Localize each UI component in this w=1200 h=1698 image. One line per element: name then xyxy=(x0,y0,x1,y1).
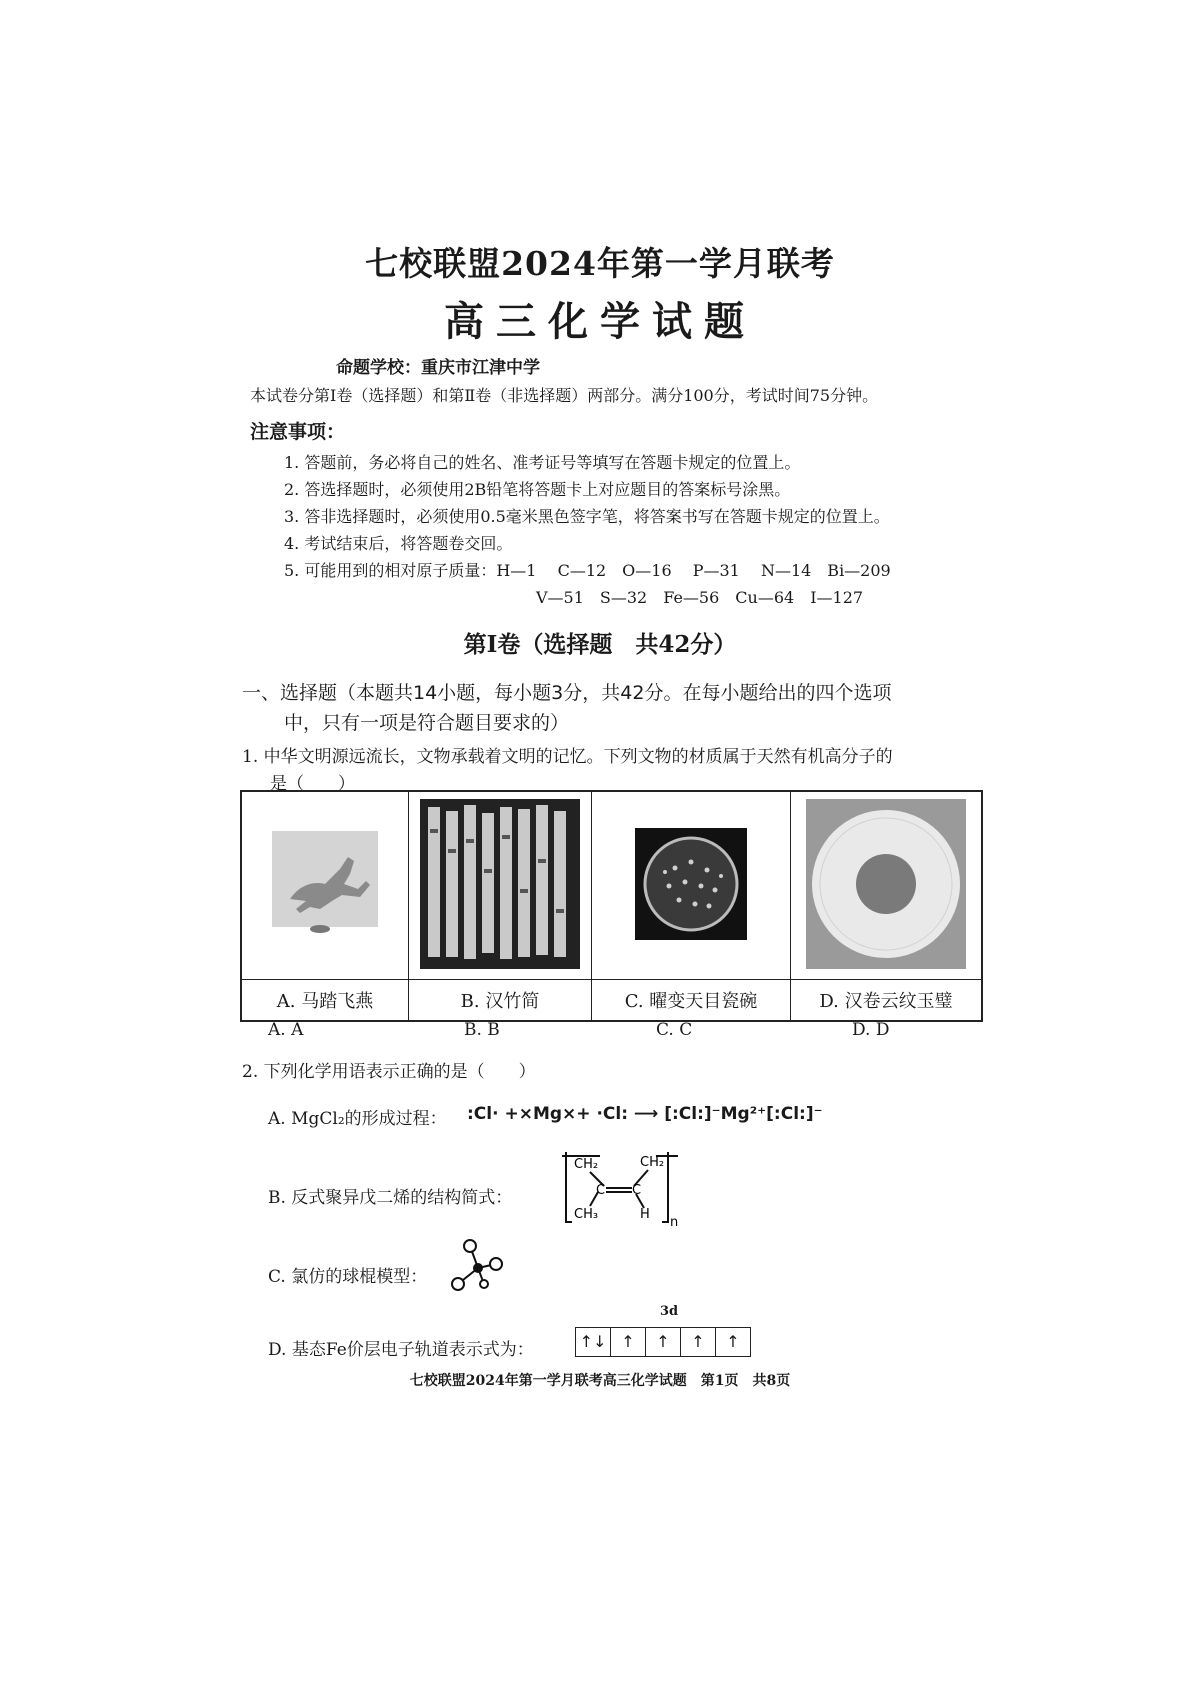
notice-item: 2. 答选择题时，必须使用2B铅笔将答题卡上对应题目的答案标号涂黑。 xyxy=(284,480,791,499)
q1-option-a: A. A xyxy=(268,1020,304,1040)
ch3-text: CH₃ xyxy=(574,1207,599,1222)
section-heading-line: 一、选择题（本题共14小题，每小题3分，共42分。在每小题给出的四个选项 xyxy=(242,682,892,704)
section-title: 第Ⅰ卷（选择题 共42分） xyxy=(463,631,737,658)
notice-item: 3. 答非选择题时，必须使用0.5毫米黑色签字笔，将答案书写在答题卡规定的位置上。 xyxy=(284,507,890,526)
q2-option-d-label: D. 基态Fe价层电子轨道表示式为： xyxy=(268,1340,534,1360)
caption-b: B. 汉竹简 xyxy=(409,980,592,1022)
polyisoprene-structure xyxy=(560,1146,680,1228)
page-footer: 七校联盟2024年第一学月联考高三化学试题 第1页 共8页 xyxy=(409,1373,791,1389)
orbital-3d-label: 3d xyxy=(660,1304,679,1319)
q2-stem: 2. 下列化学用语表示正确的是（ ） xyxy=(242,1062,536,1082)
jade-disc-image-cell xyxy=(791,791,983,980)
ch2-left-text: CH₂ xyxy=(574,1157,599,1172)
bamboo-slips-image-cell xyxy=(409,791,592,980)
q1-option-d: D. D xyxy=(852,1020,890,1040)
bamboo-slips-image xyxy=(420,799,580,969)
q1-stem: 1. 中华文明源远流长，文物承载着文明的记忆。下列文物的材质属于天然有机高分子的 xyxy=(242,747,893,767)
horse-statue-image xyxy=(270,829,380,939)
section-heading xyxy=(242,678,891,738)
q1-image-table xyxy=(240,790,983,1022)
q2-option-c-label: C. 氯仿的球棍模型： xyxy=(268,1267,428,1287)
caption-d: D. 汉卷云纹玉璧 xyxy=(791,980,983,1022)
ch2-right-text: CH₂ xyxy=(640,1155,665,1170)
horse-image-cell xyxy=(241,791,409,980)
notice-item: 5. 可能用到的相对原子质量：H—1 C—12 O—16 P—31 N—14 Bi—209 xyxy=(284,561,891,580)
carbon-left-text: C xyxy=(596,1183,606,1198)
subject-title: 高三化学试题 xyxy=(444,298,756,345)
bowl-image-cell xyxy=(592,791,791,980)
intro-line: 本试卷分第Ⅰ卷（选择题）和第Ⅱ卷（非选择题）两部分。满分100分，考试时间75分钟。 xyxy=(250,386,879,405)
orbital-box: ↑ xyxy=(715,1327,751,1357)
notice-heading: 注意事项： xyxy=(250,421,346,443)
h-text: H xyxy=(640,1207,650,1222)
tenmoku-bowl-image xyxy=(635,828,747,940)
orbital-box: ↑ xyxy=(680,1327,716,1357)
caption-c: C. 曜变天目瓷碗 xyxy=(592,980,791,1022)
q2-option-a-formula: :Cl· +×Mg×+ ·Cl: ⟶ [:Cl:]⁻Mg²⁺[:Cl:]⁻ xyxy=(467,1104,823,1124)
caption-a: A. 马踏飞燕 xyxy=(241,980,409,1022)
orbital-box: ↑↓ xyxy=(575,1327,611,1357)
notice-item: 1. 答题前，务必将自己的姓名、准考证号等填写在答题卡规定的位置上。 xyxy=(284,453,801,472)
exam-title: 七校联盟2024年第一学月联考 xyxy=(365,244,835,283)
q1-stem-cont: 是（ ） xyxy=(270,774,355,794)
jade-disc-image xyxy=(806,799,966,969)
school-line: 命题学校：重庆市江津中学 xyxy=(336,358,540,378)
q1-option-c: C. C xyxy=(656,1020,693,1040)
n-subscript: n xyxy=(670,1215,679,1228)
orbital-box: ↑ xyxy=(610,1327,646,1357)
chloroform-ball-stick-model xyxy=(448,1238,508,1294)
q1-option-b: B. B xyxy=(464,1020,500,1040)
carbon-right-text: C xyxy=(632,1183,642,1198)
section-heading-line: 中，只有一项是符合题目要求的） xyxy=(284,712,570,734)
q2-option-b-label: B. 反式聚异戊二烯的结构简式： xyxy=(268,1188,513,1208)
notice-item: 4. 考试结束后，将答题卷交回。 xyxy=(284,534,513,553)
orbital-box: ↑ xyxy=(645,1327,681,1357)
notice-item: V—51 S—32 Fe—56 Cu—64 I—127 xyxy=(536,588,864,607)
q2-option-a-label: A. MgCl₂的形成过程： xyxy=(268,1109,447,1129)
